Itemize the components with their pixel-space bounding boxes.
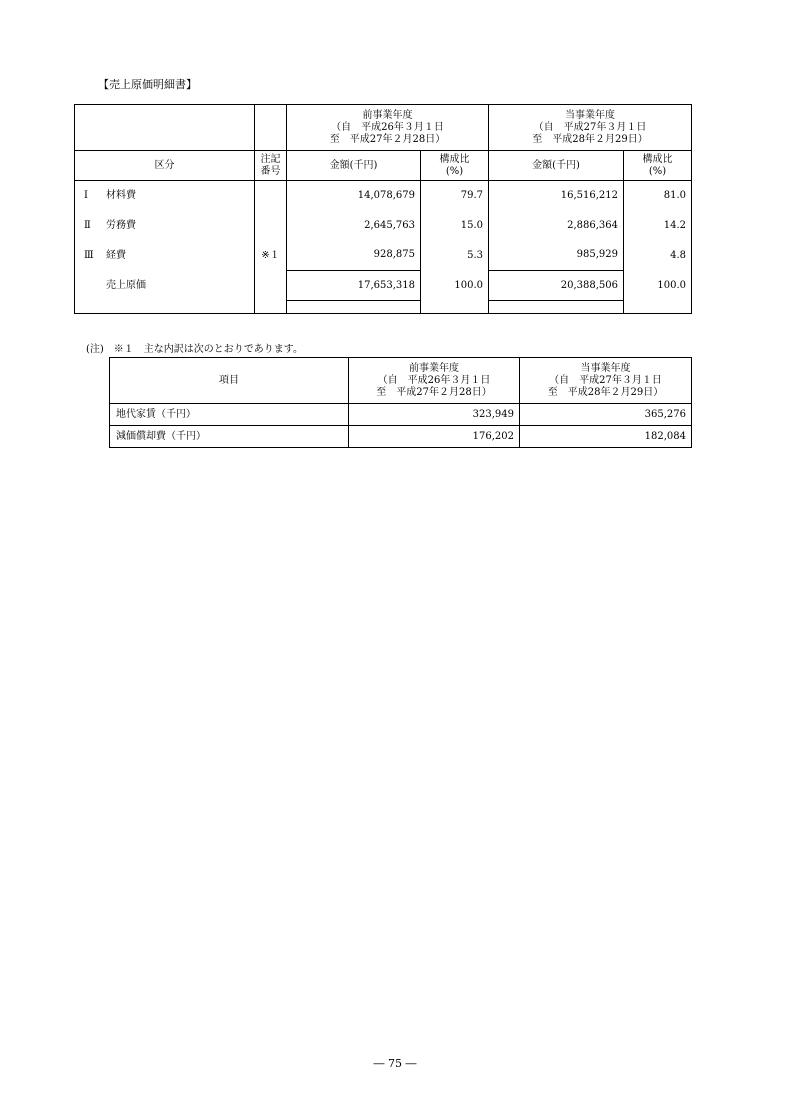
total-row: 売上原価 17,653,318 100.0 20,388,506 100.0 xyxy=(75,271,692,301)
note-prev-period-header: 前事業年度 （自 平成26年３月１日 至 平成27年２月28日） xyxy=(349,358,520,404)
table-row: Ⅲ 経費 ※１ 928,875 5.3 985,929 4.8 xyxy=(75,241,692,271)
spacer-row xyxy=(75,301,692,314)
curr-period-header: 当事業年度 （自 平成27年３月１日 至 平成28年２月29日） xyxy=(489,105,692,151)
section-title: 【売上原価明細書】 xyxy=(98,78,197,91)
item-header: 項目 xyxy=(110,358,349,404)
note-curr-period-header: 当事業年度 （自 平成27年３月１日 至 平成28年２月29日） xyxy=(520,358,692,404)
curr-ratio-header: 構成比 (%) xyxy=(624,151,692,181)
note-header-row xyxy=(110,358,692,404)
table-row: 減価償却費（千円） 176,202 182,084 xyxy=(110,426,692,448)
table-row: Ⅰ 材料費 14,078,679 79.7 16,516,212 81.0 xyxy=(75,181,692,211)
prev-ratio-header: 構成比 (%) xyxy=(421,151,489,181)
table-row: Ⅱ 労務費 2,645,763 15.0 2,886,364 14.2 xyxy=(75,211,692,241)
cost-of-sales-table xyxy=(74,104,692,314)
prev-amount-header: 金額(千円) xyxy=(287,151,421,181)
table-row: 地代家賃（千円） 323,949 365,276 xyxy=(110,404,692,426)
curr-amount-header: 金額(千円) xyxy=(489,151,624,181)
column-header-row xyxy=(75,151,692,181)
note-number-header: 注記 番号 xyxy=(255,151,287,181)
prev-period-header: 前事業年度 （自 平成26年３月１日 至 平成27年２月28日） xyxy=(287,105,489,151)
period-header-row xyxy=(75,105,692,151)
expense-breakdown-table xyxy=(109,357,692,448)
page-number: ― 75 ― xyxy=(373,1057,417,1070)
category-header: 区分 xyxy=(75,151,255,181)
note-text: (注) ※１ 主な内訳は次のとおりであります。 xyxy=(86,344,304,355)
